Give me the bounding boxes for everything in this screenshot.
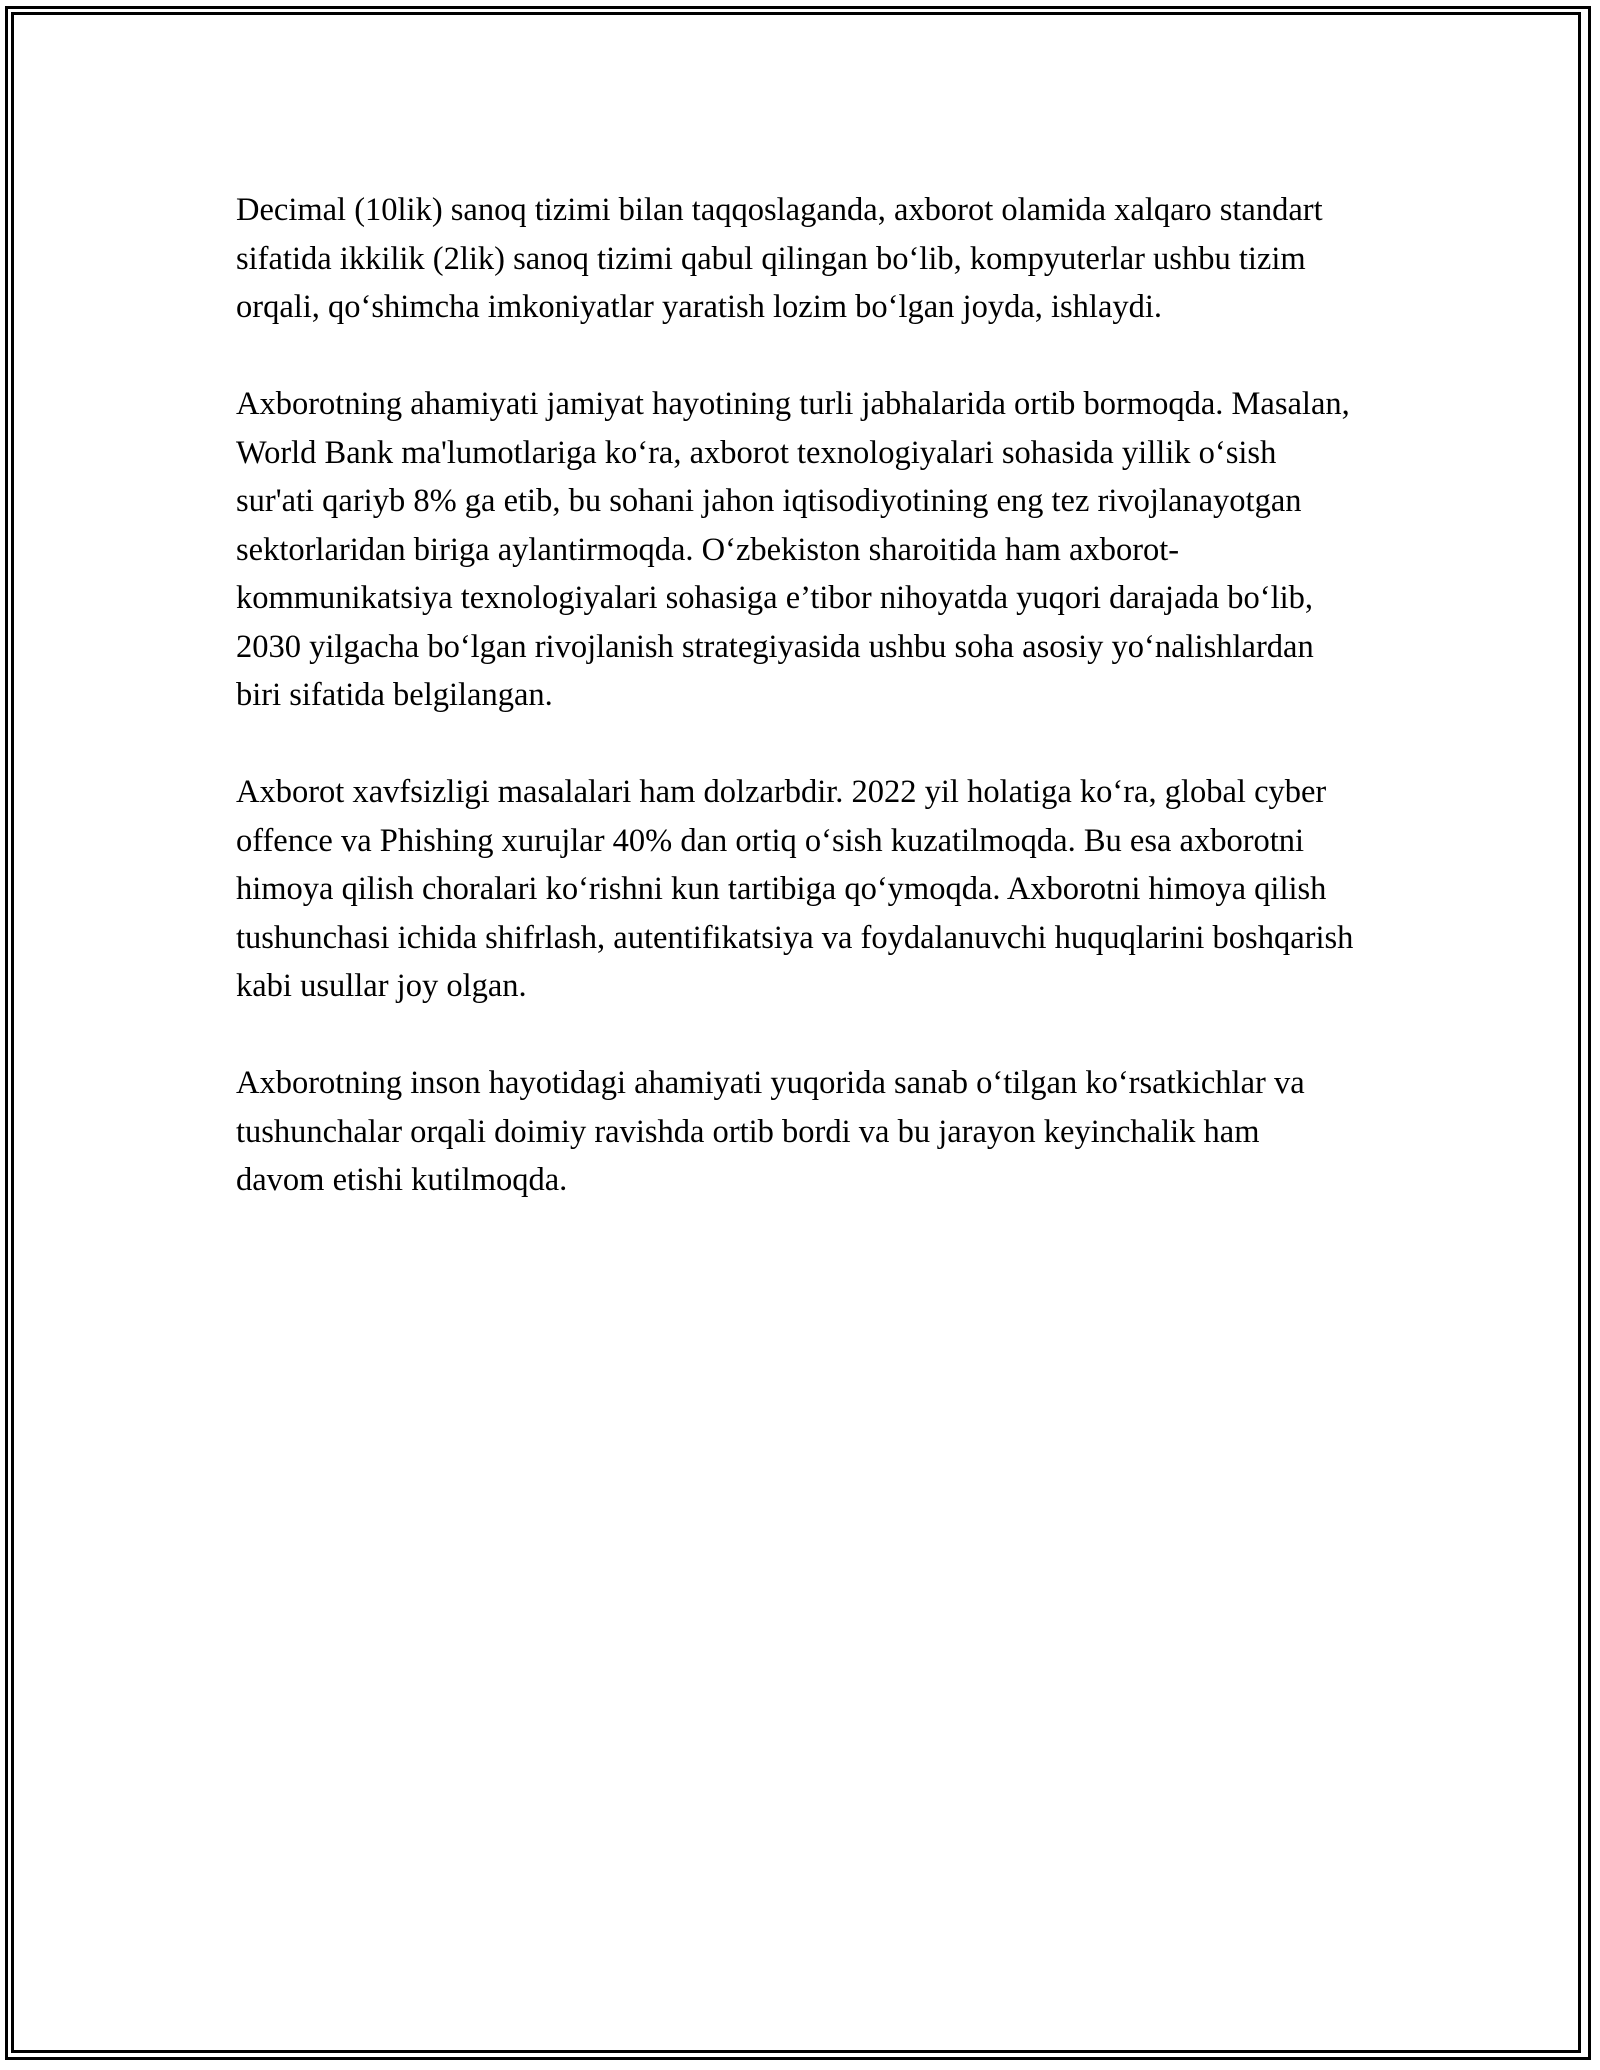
paragraph-information-importance: Axborotning ahamiyati jamiyat hayotining turli jabhalarida ortib bormoqda. Masalan, World Bank ma'lumotlariga ko‘ra, axborot texnologiyalari sohasida yillik o‘sish sur'ati qariyb 8% ga etib, bu sohani jahon iqtisodiyotining eng tez rivojlanayotgan sektorlaridan biriga aylantirmoqda. O‘zbekiston sharoitida ham axborot-kommunikatsiya texnologiyalari sohasiga e’tibor nihoyatda yuqori darajada bo‘lib, 2030 yilgacha bo‘lgan rivojlanish strategiyasida ushbu soha asosiy yo‘nalishlardan biri sifatida belgilangan. xyxy=(236,386,1350,713)
paragraph-information-security: Axborot xavfsizligi masalalari ham dolzarbdir. 2022 yil holatiga ko‘ra, global cyber offence va Phishing xurujlar 40% dan ortiq o‘sish kuzatilmoqda. Bu esa axborotni himoya qilish choralari ko‘rishni kun tartibiga qo‘ymoqda. Axborotni himoya qilish tushunchasi ichida shifrlash, autentifikatsiya va foydalanuvchi huquqlarini boshqarish kabi usullar joy olgan. xyxy=(236,774,1354,1004)
document-body xyxy=(236,186,1356,1253)
paragraph-number-systems: Decimal (10lik) sanoq tizimi bilan taqqoslaganda, axborot olamida xalqaro standart sifatida ikkilik (2lik) sanoq tizimi qabul qilingan bo‘lib, kompyuterlar ushbu tizim orqali, qo‘shimcha imkoniyatlar yaratish lozim bo‘lgan joyda, ishlaydi. xyxy=(236,192,1323,325)
paragraph-conclusion: Axborotning inson hayotidagi ahamiyati yuqorida sanab o‘tilgan ko‘rsatkichlar va tushunchalar orqali doimiy ravishda ortib bordi va bu jarayon keyinchalik ham davom etishi kutilmoqda. xyxy=(236,1065,1305,1198)
